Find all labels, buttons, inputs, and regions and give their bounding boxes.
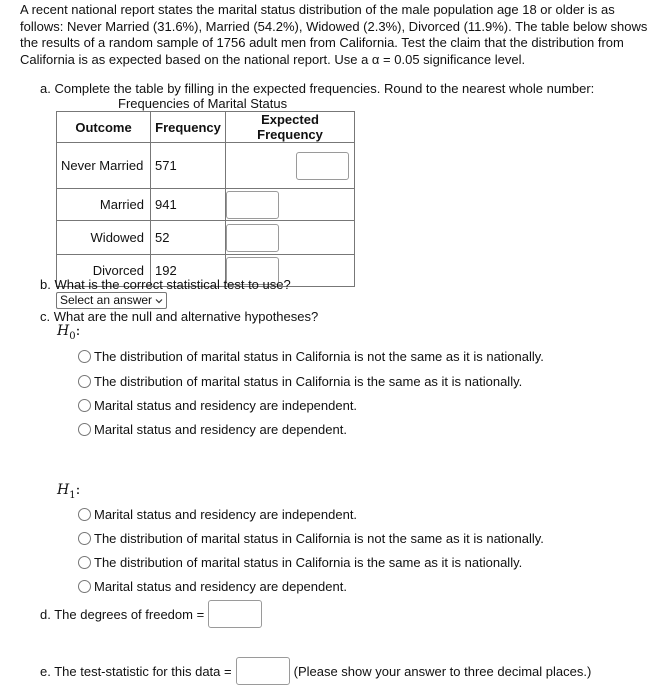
test-type-select[interactable] [56,292,167,309]
table-title: Frequencies of Marital Status [118,96,288,111]
h1-label: $H_1$: [57,482,81,501]
frequency-divorced: 192 [151,255,226,287]
outcome-widowed: Widowed [57,221,151,255]
expected-cell [226,221,355,255]
radio-button[interactable] [78,399,91,412]
frequency-married: 941 [151,189,226,221]
h1-option[interactable]: The distribution of marital status in California is not the same as it is nationally. [78,531,544,546]
outcome-married: Married [57,189,151,221]
outcome-divorced: Divorced [57,255,151,287]
expected-cell [226,143,355,189]
h1-option[interactable]: The distribution of marital status in California is the same as it is nationally. [78,555,522,570]
expected-never-married-input[interactable] [296,152,349,180]
outcome-never-married: Never Married [57,143,151,189]
h0-label: $H_0$: [57,323,81,342]
h0-option[interactable]: Marital status and residency are dependent. [78,422,347,437]
h1-option[interactable]: Marital status and residency are independent. [78,507,357,522]
degrees-of-freedom-input[interactable] [208,600,262,628]
part-b-prompt: b. What is the correct statistical test to use? [40,277,291,292]
radio-button[interactable] [78,580,91,593]
test-statistic-input[interactable] [236,657,290,685]
chevron-down-icon [155,297,163,305]
h0-option[interactable]: Marital status and residency are independent. [78,398,357,413]
radio-button[interactable] [78,423,91,436]
radio-button[interactable] [78,375,91,388]
h0-option[interactable]: The distribution of marital status in California is the same as it is nationally. [78,374,522,389]
header-outcome: Outcome [57,112,151,143]
table-row [57,143,355,189]
radio-button[interactable] [78,508,91,521]
part-d [40,600,262,628]
part-e [40,657,591,685]
part-c-prompt: c. What are the null and alternative hypotheses? [40,309,319,324]
h0-option[interactable]: The distribution of marital status in California is not the same as it is nationally. [78,349,544,364]
test-type-select-value: Select an answer [60,293,153,307]
frequency-table [56,111,355,287]
part-a-prompt: a. Complete the table by filling in the expected frequencies. Round to the nearest whole number: [40,81,595,96]
h1-option[interactable]: Marital status and residency are dependent. [78,579,347,594]
radio-button[interactable] [78,350,91,363]
test-statistic-note: (Please show your answer to three decimal places.) [293,663,592,679]
header-expected: Expected Frequency [226,112,355,143]
table-row [57,221,355,255]
expected-cell [226,189,355,221]
frequency-never-married: 571 [151,143,226,189]
radio-button[interactable] [78,556,91,569]
table-row [57,189,355,221]
degrees-of-freedom-label: d. The degrees of freedom = [40,606,205,622]
expected-widowed-input[interactable] [226,224,279,252]
table-header-row [57,112,355,143]
expected-married-input[interactable] [226,191,279,219]
header-frequency: Frequency [151,112,226,143]
radio-button[interactable] [78,532,91,545]
test-statistic-label: e. The test-statistic for this data = [40,663,232,679]
problem-intro: A recent national report states the marital status distribution of the male population age 18 or older is as follows: Never Married (31.6%), Married (54.2%), Widowed (2.3%), Divorced (11.9%). The table below shows the results of a random sample of 1756 adult men from California. Test the claim that the distribution from California is as expected based on the national report. Use a α = 0.05 significance level. [20,2,648,67]
frequency-widowed: 52 [151,221,226,255]
